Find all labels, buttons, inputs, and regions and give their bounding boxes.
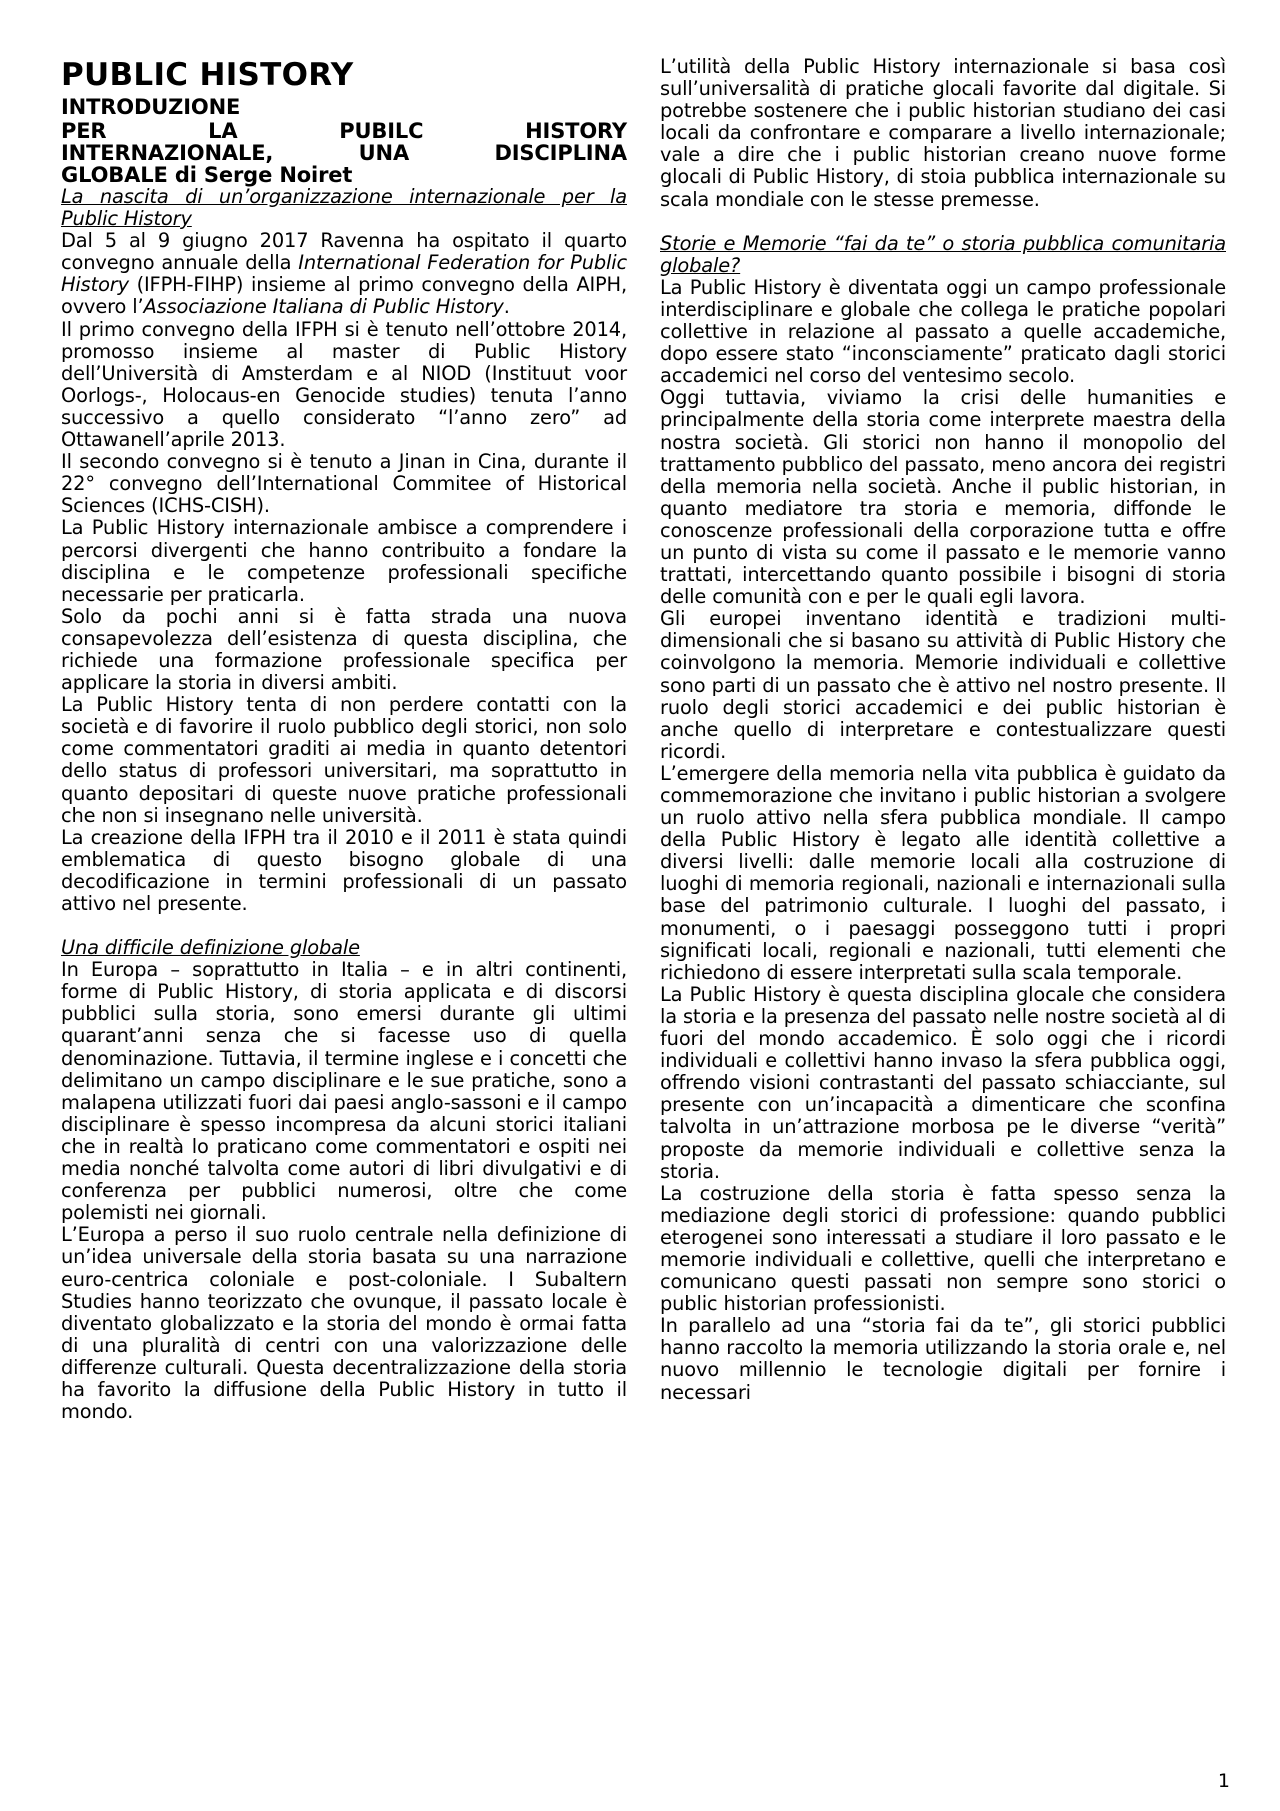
article-subtitle [61,120,627,186]
paragraph: L’emergere della memoria nella vita pubblica è guidato da commemorazione che invitano i public historian a svolgere un ruolo attivo nella sfera pubblica mondiale. Il campo della Public History è legato alle identità collettive a diversi livelli: dalle memorie locali alla costruzione di luoghi di memoria regionali, nazionali e internazionali sulla base del patrimonio culturale. I luoghi del passato, i monumenti, o i paesaggi posseggono tutti i propri significati locali, regionali e nazionali, tutti elementi che richiedono di essere interpretati sulla scala temporale. [660,761,1226,984]
paragraph: La Public History tenta di non perdere contatti con la società e di favorire il ruolo pubblico degli storici, non solo come commentatori graditi ai media in quanto detentori dello status di professori universitari, ma soprattutto in quanto depositari di queste nuove pratiche professionali che non si insegnano nelle università. [61,693,627,827]
right-column [660,56,1226,1404]
paragraph: L’Europa a perso il suo ruolo centrale nella definizione di un’idea universale della storia basata su una narrazione euro-centrica coloniale e post-coloniale. I Subaltern Studies hanno teorizzato che ovunque, il passato locale è diventato globalizzato e la storia del mondo è ormai fatta di una pluralità di centri con una valorizzazione delle differenze culturali. Questa decentralizzazione della storia ha favorito la diffusione della Public History in tutto il mondo. [61,1223,627,1424]
paragraph: In Europa – soprattutto in Italia – e in altri continenti, forme di Public History, di storia applicata e di discorsi pubblici sulla storia, sono emersi durante gli ultimi quarant’anni senza che si facesse uso di quella denominazione. Tuttavia, il termine inglese e i concetti che delimitano un campo disciplinare e le sue pratiche, sono a malapena utilizzati fuori dai paesi anglo-sassoni e il campo disciplinare è spesso incompresa da alcuni storici italiani che in realtà lo praticano come commentatori e ospiti nei media nonché talvolta come autori di libri divulgativi e di conferenza per pubblici numerosi, oltre che come polemisti nei giornali. [61,958,627,1225]
subtitle-line-1: PER LA PUBILC HISTORY [61,119,627,143]
paragraph: Il primo convegno della IFPH si è tenuto nell’ottobre 2014, promosso insieme al master di Public History dell’Università di Amsterdam e al NIOD (Instituut voor Oorlogs-, Holocaus-en Genocide studies) tenuta l’anno successivo a quello considerato “l’anno zero” ad Ottawanell’aprile 2013. [61,317,627,452]
paragraph: La Public History internazionale ambisce a comprendere i percorsi divergenti che hanno contribuito a fondare la disciplina e le competenze professionali specifiche necessarie per praticarla. [61,516,627,606]
document-title: PUBLIC HISTORY [61,57,354,93]
section-heading-birth: La nascita di un’organizzazione internazionale per la Public History [61,185,627,231]
introduction-heading: INTRODUZIONE [61,95,241,119]
paragraph: Solo da pochi anni si è fatta strada una nuova consapevolezza dell’esistenza di questa disciplina, che richiede una formazione professionale specifica per applicare la storia in diversi ambiti. [61,604,627,695]
paragraph: Oggi tuttavia, viviamo la crisi delle humanities e principalmente della storia come interprete maestra della nostra società. Gli storici non hanno il monopolio del trattamento pubblico del passato, meno ancora dei registri della memoria nella società. Anche il public historian, in quanto mediatore tra storia e memoria, diffonde le conoscenze professionali della corporazione tutta e offre un punto di vista su come il passato e le memorie vanno trattati, intercettando quanto possibile i bisogni di storia delle comunità con e per le quali egli lavora. [660,386,1226,609]
paragraph: La creazione della IFPH tra il 2010 e il 2011 è stata quindi emblematica di questo bisogno globale di una decodificazione in termini professionali di un passato attivo nel presente. [61,825,627,915]
paragraph: La Public History è diventata oggi un campo professionale interdisciplinare e globale che collega le pratiche popolari collettive in relazione al passato a quelle accademiche, dopo essere stato “inconsciamente” praticato dagli storici accademici nel corso del ventesimo secolo. [660,275,1226,388]
subtitle-line-2: INTERNAZIONALE, UNA DISCIPLINA [61,141,627,165]
paragraph: L’utilità della Public History internazionale si basa così sull’universalità di pratiche glocali favorite dal digitale. Si potrebbe sostenere che i public historian studiano dei casi locali da confrontare e comparare a livello internazionale; vale a dire che i public historian creano nuove forme glocali di Public History, di stoia pubblica internazionale su scala mondiale con le stesse premesse. [660,55,1226,211]
section-heading-memories: Storie e Memorie “fai da te” o storia pubblica comunitaria globale? [660,231,1226,277]
left-column [61,56,627,1423]
page-number: 1 [1217,1770,1230,1792]
italic-ifph: International Federation for Public History [61,251,627,297]
paragraph: Gli europei inventano identità e tradizioni multi-dimensionali che si basano su attività di Public History che coinvolgono la memoria. Memorie individuali e collettive sono parti di un passato che è attivo nel nostro presente. Il ruolo degli storici accademici e dei public historian è anche quello di interpretare e contestualizzare questi ricordi. [660,607,1226,763]
paragraph: La Public History è questa disciplina glocale che considera la storia e la presenza del passato nelle nostre società al di fuori del mondo accademico. È solo oggi che i ricordi individuali e collettivi hanno invaso la sfera pubblica oggi, offrendo visioni contrastanti del passato schiacciante, sul presente con un’incapacità a dimenticare che sconfina talvolta in un’attrazione morbosa pe le diverse “verità” proposte da memorie individuali e collettive senza la storia. [660,982,1226,1183]
italic-aiph: Associazione Italiana di Public History [143,295,504,319]
paragraph: In parallelo ad una “storia fai da te”, gli storici pubblici hanno raccolto la memoria utilizzando la storia orale e, nel nuovo millennio le tecnologie digitali per fornire i necessari [660,1314,1226,1404]
paragraph: Il secondo convegno si è tenuto a Jinan in Cina, durante il 22° convegno dell’International Commitee of Historical Sciences (ICHS-CISH). [61,450,627,518]
paragraph: La costruzione della storia è fatta spesso senza la mediazione degli storici di professione: quando pubblici eterogenei sono interessati a studiare il loro passato e le memorie individuali e collettive, quelli che interpretano e comunicano questi passati non sempre sono storici o public historian professionisti. [660,1181,1226,1316]
paragraph: Dal 5 al 9 giugno 2017 Ravenna ha ospitato il quarto convegno annuale della International Federation for Public History (IFPH-FIHP) insieme al primo convegno della AIPH, ovvero l’Associazione Italiana di Public History. [61,229,627,319]
section-heading-definition: Una difficile definizione globale [61,936,360,960]
subtitle-line-3: GLOBALE di Serge Noiret [61,163,353,187]
